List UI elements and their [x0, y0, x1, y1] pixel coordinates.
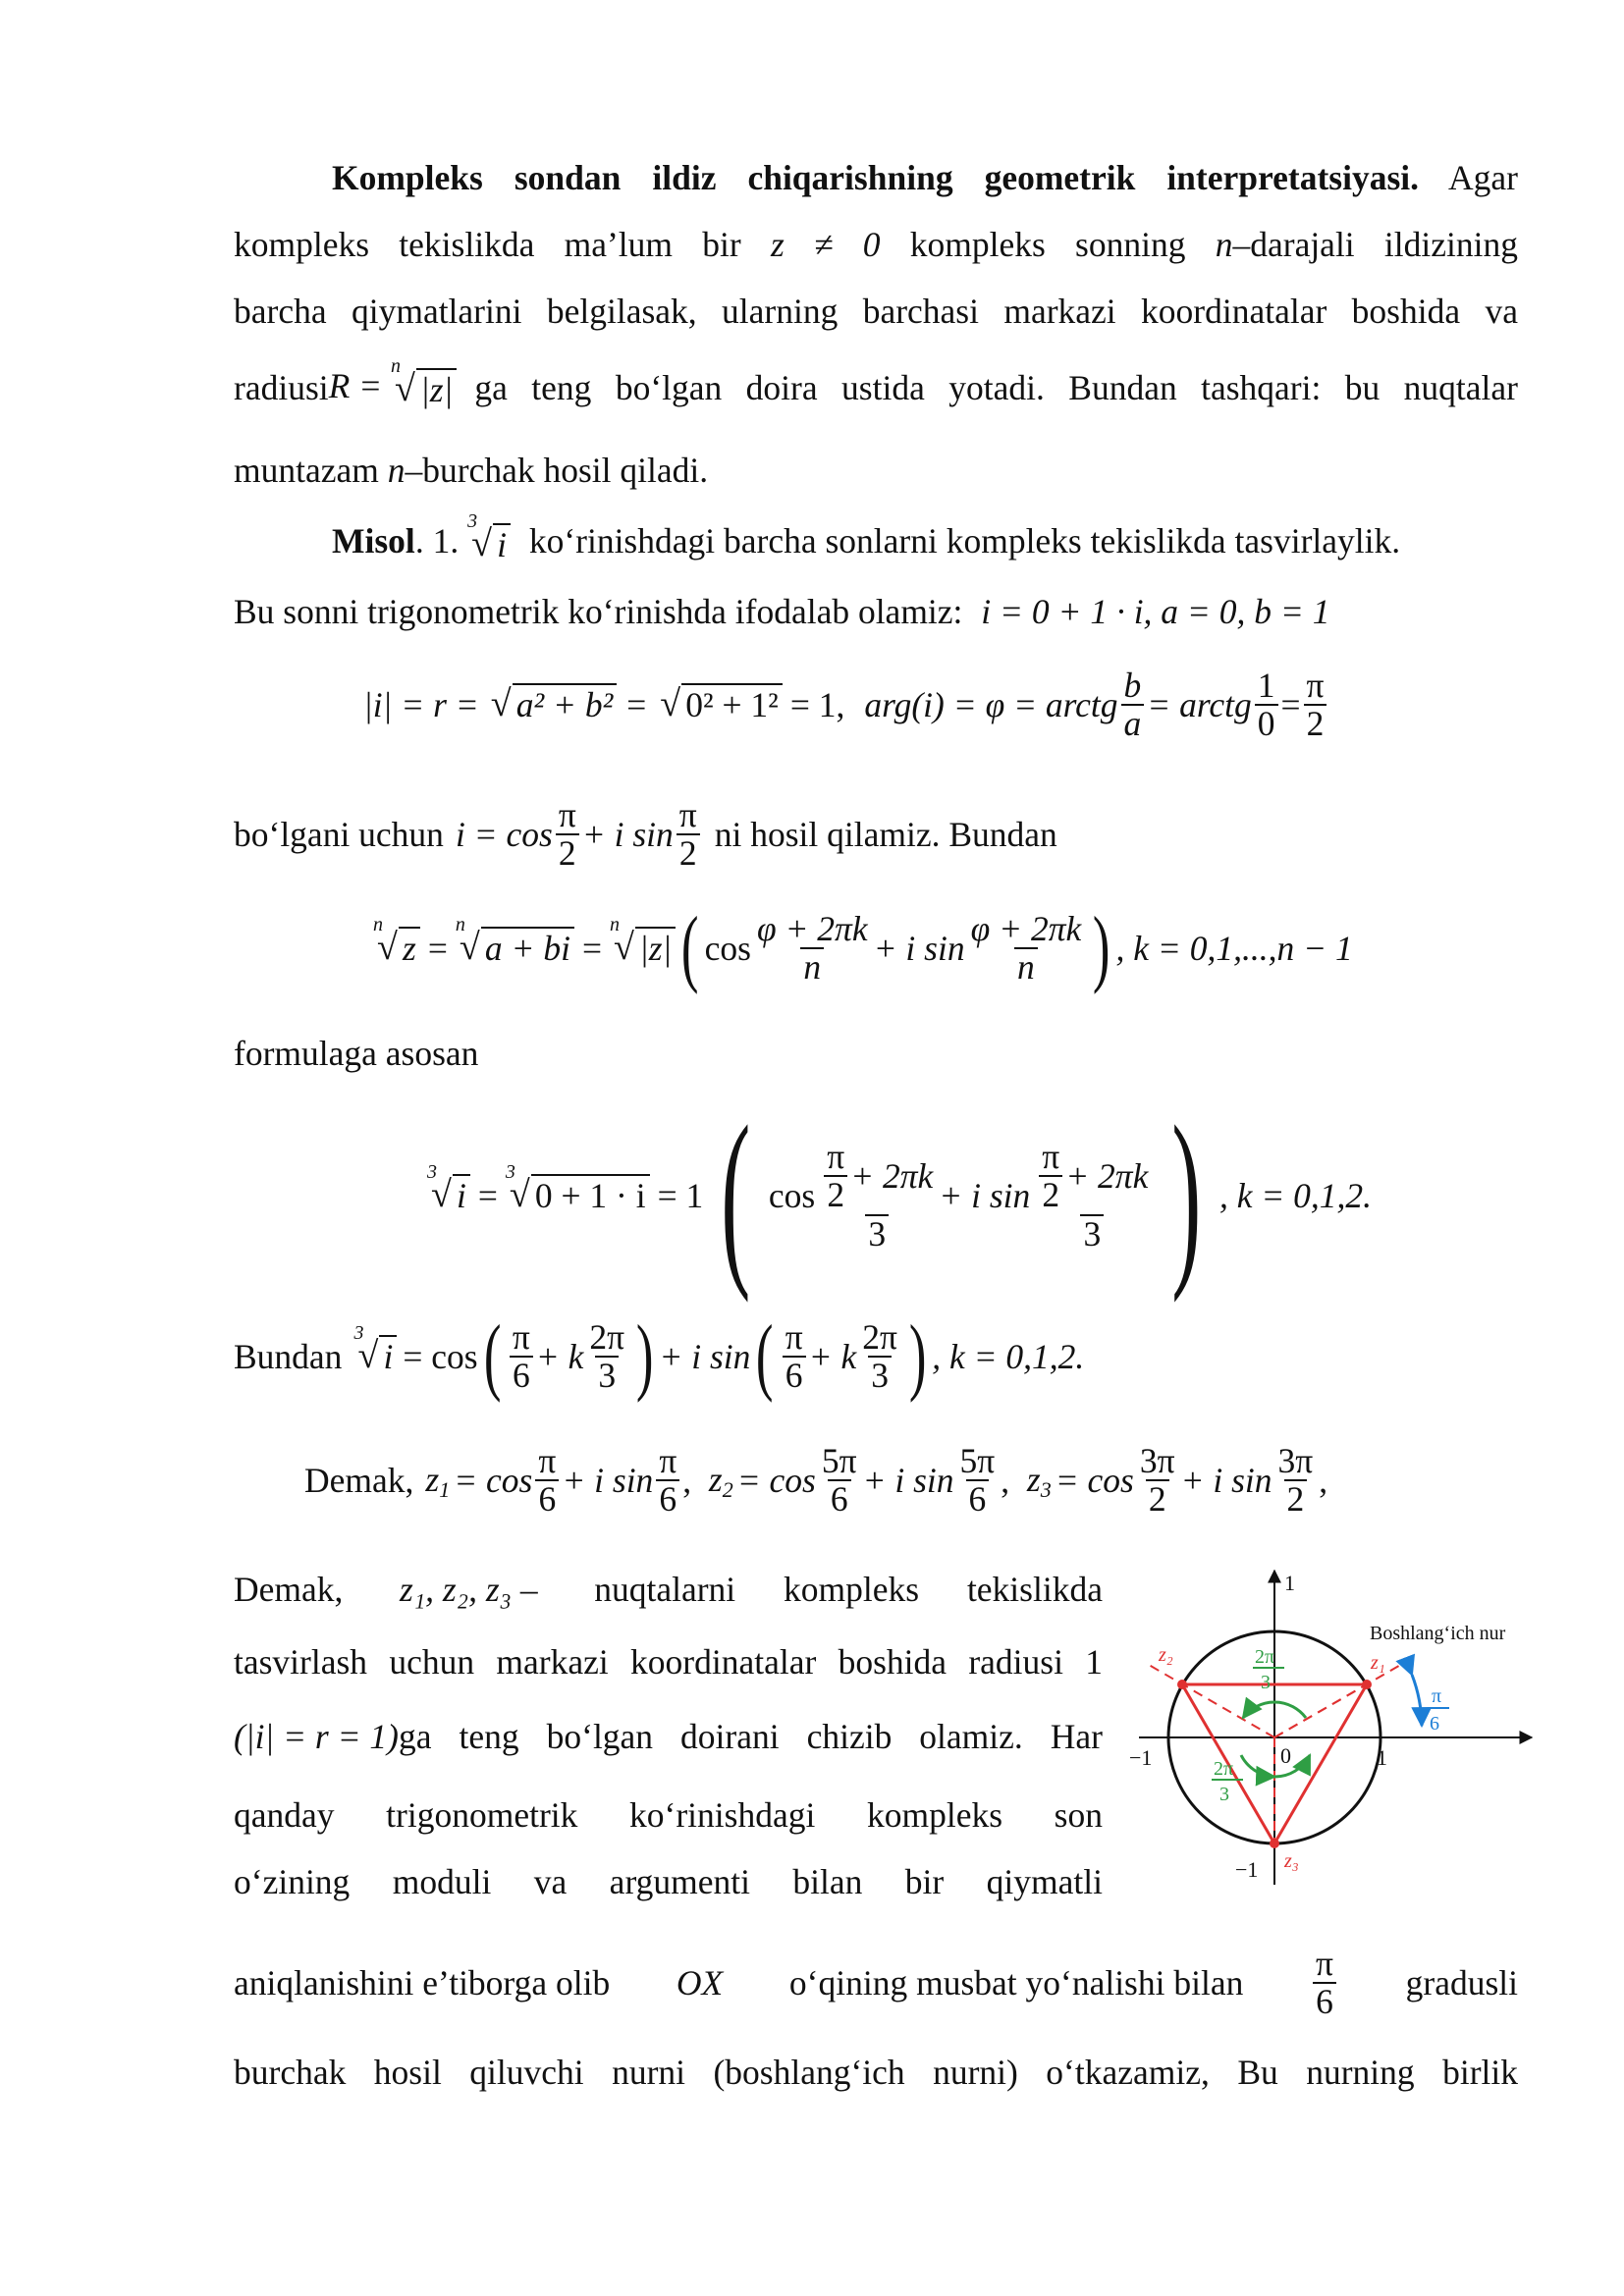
z2	[709, 1459, 733, 1503]
frac-pi-6	[656, 1443, 679, 1519]
root-sign: √	[377, 927, 398, 968]
frac-pi-6	[535, 1443, 559, 1519]
para1-line2	[234, 224, 1518, 265]
demak2-line3	[234, 1716, 1103, 1757]
root-body: |z|	[416, 368, 457, 409]
denominator: 6	[656, 1479, 679, 1518]
z3	[1027, 1459, 1052, 1503]
unit-circle-figure	[1119, 1561, 1551, 1914]
root-body: i	[493, 523, 511, 564]
frac-phi-n	[754, 908, 871, 987]
equals-one: = 1	[657, 1176, 704, 1215]
numerator: 3π	[1139, 1441, 1175, 1480]
cube-root-i	[467, 509, 511, 565]
demak2-line2: tasvirlash uchun markazi koordinatalar boshida radiusi 1	[234, 1642, 1103, 1682]
isin: + i sin	[659, 1337, 751, 1376]
frac-pi-2	[677, 797, 700, 873]
root-sign: √	[395, 367, 415, 409]
denominator: 6	[510, 1356, 533, 1394]
frac-pi-2	[824, 1139, 847, 1214]
root-index: 3	[353, 1322, 364, 1344]
numerator: π	[512, 1316, 530, 1357]
text: aniqlanishini e’tiborga olib	[234, 1963, 611, 2003]
denominator: 2	[556, 833, 579, 872]
isin: + i sin	[862, 1461, 954, 1501]
root-sign: √	[471, 522, 492, 564]
math-n: n	[1215, 225, 1233, 264]
demak2-line6	[234, 1946, 1518, 2021]
root-index: 3	[427, 1161, 437, 1183]
paren-close: )	[1093, 900, 1110, 995]
label-2pi-top: 2π	[1255, 1646, 1275, 1668]
root-sign: √	[357, 1335, 379, 1376]
equals-one: = 1,	[789, 685, 845, 725]
denominator: 6	[828, 1479, 851, 1518]
frac-pi2-2pik-3	[1033, 1139, 1151, 1253]
frac-pi-6	[1313, 1946, 1336, 2021]
frac-phi-n	[968, 908, 1085, 987]
frac-5pi-6	[957, 1443, 999, 1519]
root-index: n	[373, 914, 383, 935]
plus-2pik: + 2πk	[1065, 1155, 1149, 1196]
text: o‘qining musbat yo‘nalishi bilan	[788, 1963, 1244, 2003]
sub: 2	[722, 1476, 733, 1502]
math-i-decomp: i = 0 + 1 · i, a = 0, b = 1	[981, 592, 1330, 631]
z: z	[1026, 1459, 1041, 1499]
denominator: 2	[1146, 1479, 1169, 1518]
denominator: a	[1121, 704, 1145, 742]
math-arctg: = arctg	[1147, 685, 1252, 725]
cube-root-i	[427, 1161, 470, 1216]
label-6: 6	[1430, 1713, 1439, 1735]
frac-2pi-3	[586, 1316, 627, 1395]
de-moivre-formula	[373, 900, 1353, 995]
demak2-line5: o‘zining moduli va argumenti bilan bir qiymatli	[234, 1862, 1103, 1901]
denominator: 6	[1313, 1982, 1336, 2020]
text: kompleks tekislikda ma’lum bir	[234, 225, 741, 264]
text: bo‘lgani uchun	[234, 815, 444, 855]
nth-root	[391, 354, 457, 410]
root-body: z	[399, 927, 420, 968]
z: z	[425, 1459, 440, 1499]
denominator: 6	[535, 1479, 559, 1518]
point-z1	[1362, 1680, 1372, 1689]
nth-root-a-bi	[455, 914, 574, 969]
paren-open: (	[483, 1308, 501, 1404]
sub: 3	[1040, 1476, 1052, 1502]
frac-3pi-2	[1275, 1443, 1317, 1519]
para1-line4	[234, 354, 1518, 410]
label-3-top: 3	[1261, 1672, 1271, 1693]
isin: + i sin	[873, 929, 965, 968]
sqrt-0-1	[656, 684, 783, 725]
text: Agar	[1448, 158, 1518, 197]
cube-root-i	[353, 1322, 397, 1377]
equals: =	[477, 1176, 498, 1215]
numerator: π	[1042, 1137, 1060, 1177]
sqrt-a2-b2	[487, 684, 618, 725]
isin: + i sin	[562, 1461, 654, 1501]
numerator: φ + 2πk	[970, 908, 1082, 948]
root-sign: √	[509, 1174, 530, 1215]
root-index: n	[391, 354, 402, 377]
root-body: |z|	[635, 927, 676, 968]
frac-2pi-3	[859, 1316, 900, 1395]
numerator: 2π	[589, 1316, 625, 1357]
equals-cos: = cos	[454, 1461, 533, 1501]
denominator: 3	[595, 1356, 619, 1394]
misol-label: Misol	[332, 521, 415, 561]
paren-open: (	[721, 1087, 751, 1304]
root-body: 0 + 1 · i	[531, 1174, 650, 1215]
plus-2pik: + 2πk	[850, 1155, 934, 1196]
text: Bu sonni trigonometrik ko‘rinishda ifodalab olamiz:	[234, 592, 963, 631]
root-body: i	[453, 1174, 470, 1215]
text: –burchak hosil qiladi.	[405, 451, 709, 490]
comma: ,	[682, 1461, 709, 1501]
root-index: n	[609, 914, 620, 935]
numerator: π	[558, 795, 576, 834]
math-R: R =	[328, 366, 383, 405]
text: ga teng bo‘lgan doirani chizib olamiz. Har	[399, 1717, 1103, 1756]
denominator: 2	[824, 1175, 847, 1213]
angle-arc-2pi3-left	[1241, 1755, 1274, 1777]
root-index: 3	[505, 1161, 515, 1183]
point-z2	[1177, 1680, 1187, 1689]
numerator	[818, 1139, 936, 1214]
misol-line1	[332, 509, 1401, 565]
comma: ,	[1001, 1461, 1027, 1501]
text: radiusi	[234, 367, 329, 407]
paren-open: (	[756, 1308, 774, 1404]
root-sign: √	[431, 1174, 452, 1215]
root-sign: √	[459, 927, 480, 968]
cube-root-0-1i	[505, 1161, 650, 1216]
equals-cos: = cos	[1055, 1461, 1134, 1501]
denominator: 3	[868, 1356, 892, 1394]
math-n: n	[387, 451, 406, 490]
para1-line1	[234, 157, 1518, 198]
numerator: π	[785, 1316, 803, 1357]
label-origin: 0	[1280, 1743, 1291, 1768]
numerator: 2π	[862, 1316, 897, 1357]
denominator: n	[800, 947, 824, 986]
k-range: , k = 0,1,2.	[932, 1337, 1085, 1376]
para1-line5	[234, 450, 708, 491]
numerator: π	[1306, 666, 1325, 705]
denominator: 2	[677, 833, 700, 872]
paren-close: )	[635, 1308, 654, 1404]
bundan-line	[234, 1308, 1085, 1404]
root-index: 3	[467, 509, 478, 532]
frac-b-a	[1121, 667, 1145, 743]
paren-open: (	[681, 900, 699, 995]
paren-close: )	[1171, 1087, 1202, 1304]
text: –darajali ildizining	[1232, 225, 1518, 264]
root-index: n	[455, 914, 465, 935]
text: kompleks sonning	[909, 225, 1186, 264]
demak2-line7: burchak hosil qiluvchi nurni (boshlang‘ich nurni) o‘tkazamiz, Bu nurning birlik	[234, 2053, 1518, 2092]
plus-k: + k	[808, 1337, 857, 1376]
denominator: 6	[783, 1356, 806, 1394]
numerator: φ + 2πk	[756, 908, 868, 948]
numerator: π	[827, 1137, 845, 1177]
demak2-line4: qanday trigonometrik ko‘rinishdagi kompleks son	[234, 1795, 1103, 1835]
frac-1-0	[1255, 667, 1278, 743]
frac-pi-2	[556, 797, 579, 873]
label-pi: π	[1432, 1685, 1442, 1707]
label-z3: z₃	[1284, 1850, 1299, 1872]
root-body: 0² + 1²	[681, 683, 783, 724]
equals-cos: = cos	[736, 1461, 816, 1501]
numerator: b	[1123, 666, 1142, 705]
frac-pi-2	[1304, 667, 1327, 743]
nth-root-z	[373, 914, 420, 969]
text: gradusli	[1405, 1963, 1518, 2003]
k-range: , k = 0,1,...,n − 1	[1115, 929, 1353, 968]
math-modulus-eq: (|i| = r = 1)	[234, 1717, 400, 1756]
isin: + i sin	[939, 1176, 1031, 1215]
numerator: 1	[1257, 666, 1275, 705]
z1	[425, 1459, 450, 1503]
equals: =	[626, 685, 647, 725]
z: z	[708, 1459, 723, 1499]
label-3-left: 3	[1219, 1784, 1229, 1805]
denominator: 3	[865, 1214, 889, 1253]
roots-line	[304, 1443, 1327, 1519]
para1-line3: barcha qiymatlarini belgilasak, ularning barchasi markazi koordinatalar boshida va	[234, 292, 1518, 331]
label-minus-one-left: −1	[1129, 1745, 1153, 1770]
denominator: 2	[1284, 1479, 1308, 1518]
numerator: π	[678, 795, 697, 834]
equals: =	[1280, 685, 1301, 725]
equals: =	[427, 929, 448, 968]
radius-formula	[328, 354, 458, 410]
bolgani-line	[234, 797, 1057, 873]
math-i-cos: i = cos	[455, 815, 553, 855]
root-body: a² + b²	[513, 683, 618, 724]
equals: =	[581, 929, 602, 968]
math-isin: + i sin	[581, 815, 674, 855]
paren-close: )	[908, 1308, 927, 1404]
text: . 1.	[414, 521, 460, 561]
math-modulus: |i| = r =	[363, 685, 479, 725]
denominator: 0	[1255, 704, 1278, 742]
label-z1: z₁	[1371, 1652, 1385, 1674]
math-arg: arg(i) = φ = arctg	[864, 685, 1118, 725]
label-one-top: 1	[1284, 1571, 1295, 1595]
math-z-neq-0: z ≠ 0	[770, 225, 881, 264]
root-sign: √	[660, 683, 681, 725]
text: ko‘rinishdagi barcha sonlarni kompleks tekislikda tasvirlaylik.	[528, 521, 1401, 561]
label-one-right: 1	[1377, 1745, 1387, 1770]
denominator: 6	[966, 1479, 990, 1518]
numerator	[1033, 1139, 1151, 1214]
point-z3	[1270, 1839, 1279, 1848]
numerator: 5π	[959, 1441, 996, 1480]
frac-pi2-2pik-3	[818, 1139, 936, 1253]
section-heading: Kompleks sondan ildiz chiqarishning geometrik interpretatsiyasi.	[332, 158, 1419, 197]
isin: + i sin	[1180, 1461, 1272, 1501]
root-body: i	[379, 1335, 397, 1376]
label-initial-ray: Boshlang‘ich nur	[1370, 1623, 1506, 1644]
text: Demak,	[234, 1570, 344, 1609]
label-z2: z₂	[1159, 1644, 1173, 1666]
k-range: , k = 0,1,2.	[1218, 1176, 1373, 1215]
numerator: 5π	[821, 1441, 857, 1480]
sub: 1	[439, 1476, 451, 1502]
frac-pi-2	[1039, 1139, 1062, 1214]
comma: ,	[1319, 1461, 1328, 1501]
cos: cos	[704, 929, 751, 968]
frac-3pi-2	[1137, 1443, 1178, 1519]
cube-root-expansion	[427, 1087, 1373, 1304]
text: ga teng bo‘lgan doira ustida yotadi. Bundan tashqari: bu nuqtalar	[474, 367, 1518, 407]
numerator: π	[1316, 1944, 1333, 1983]
equals-cos: = cos	[403, 1337, 478, 1376]
nth-root-abs-z	[609, 914, 676, 969]
frac-pi-6	[510, 1316, 533, 1395]
root-sign: √	[490, 683, 512, 725]
math-z123: z₁, z₂, z₃ –	[400, 1570, 538, 1609]
text: nuqtalarni kompleks tekislikda	[594, 1570, 1103, 1609]
denominator: n	[1014, 947, 1038, 986]
equation-modulus-arg	[363, 667, 1329, 743]
label-minus-one-bottom: −1	[1235, 1857, 1259, 1882]
asosan-line: formulaga asosan	[234, 1034, 479, 1073]
root-sign: √	[613, 927, 634, 968]
numerator: π	[538, 1441, 557, 1480]
label-2pi-left: 2π	[1214, 1758, 1234, 1780]
text: Bundan	[234, 1337, 343, 1376]
denominator: 2	[1039, 1175, 1062, 1213]
text: muntazam	[234, 451, 379, 490]
demak2-line1	[234, 1569, 1103, 1610]
root-body: a + bi	[481, 927, 574, 968]
frac-pi-6	[783, 1316, 806, 1395]
denominator: 3	[1080, 1214, 1104, 1253]
angle-arc-pi6	[1412, 1675, 1422, 1726]
numerator: π	[659, 1441, 677, 1480]
numerator: 3π	[1277, 1441, 1314, 1480]
plus-k: + k	[535, 1337, 584, 1376]
text: ni hosil qilamiz. Bundan	[714, 815, 1057, 855]
math-OX: OX	[676, 1963, 724, 2003]
denominator: 2	[1304, 704, 1327, 742]
frac-5pi-6	[819, 1443, 860, 1519]
text: Demak,	[304, 1461, 414, 1501]
misol-line2	[234, 591, 1329, 632]
cos: cos	[768, 1176, 816, 1215]
